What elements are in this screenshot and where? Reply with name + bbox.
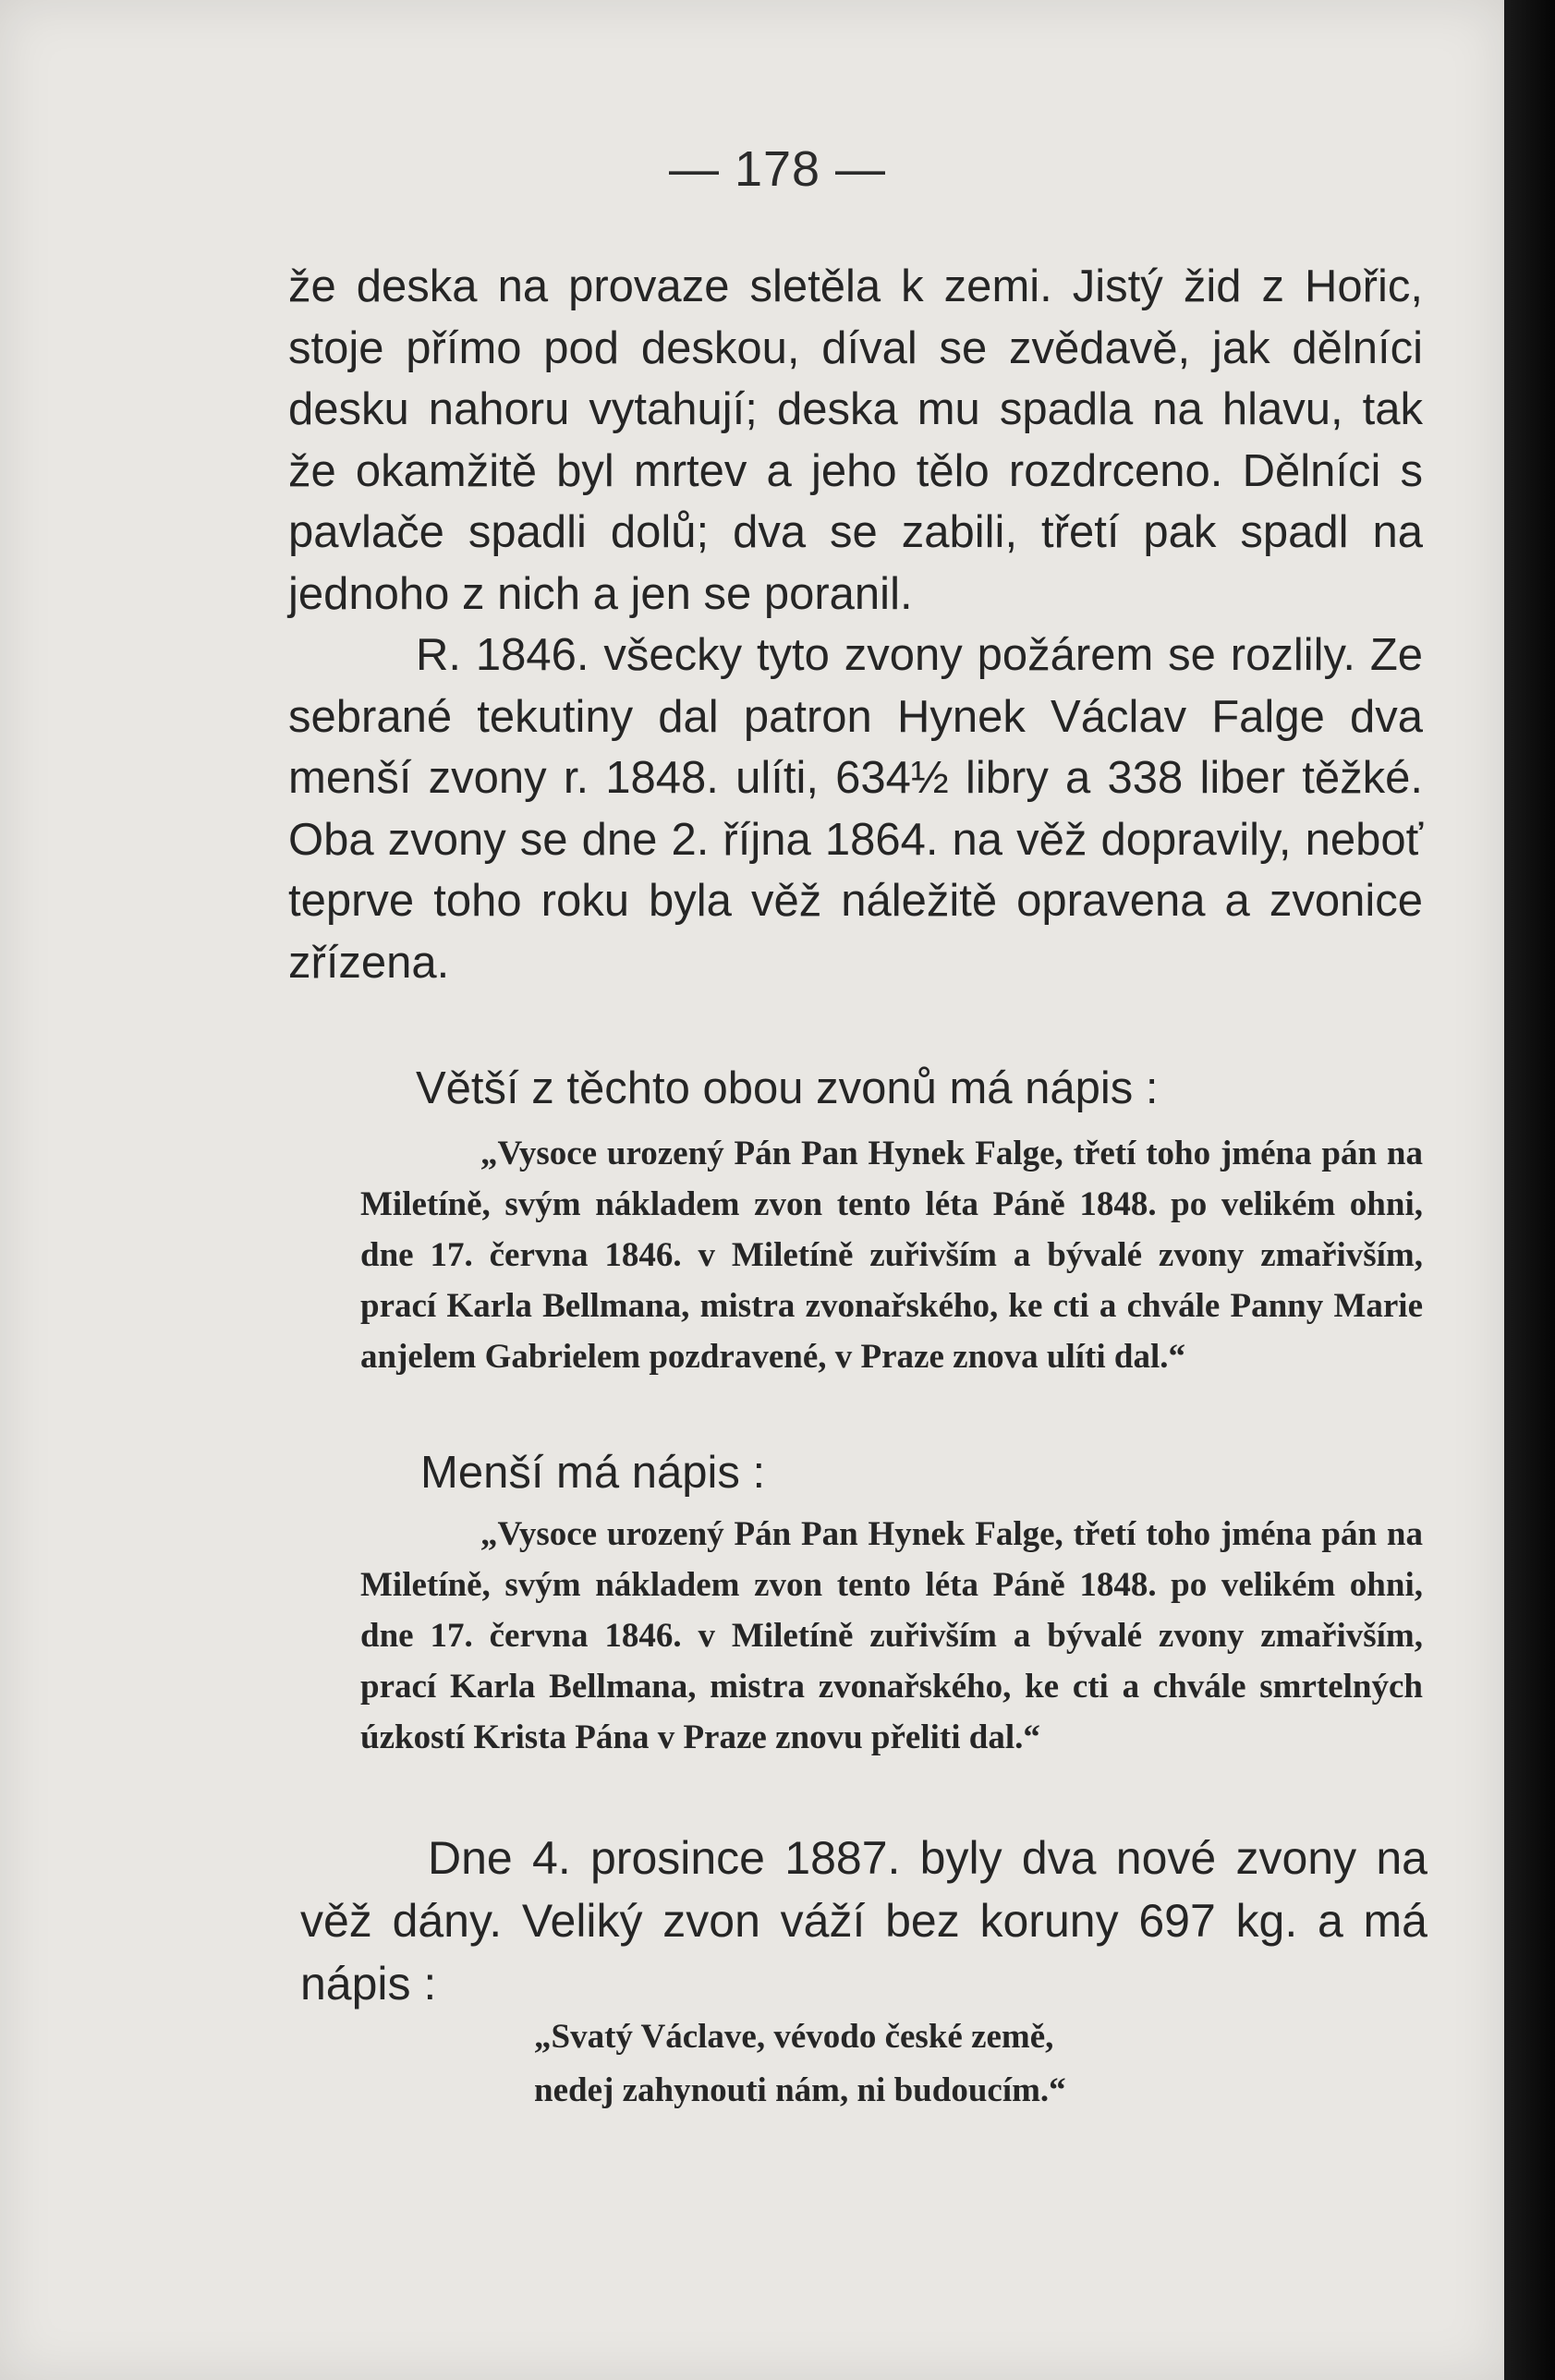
- paragraph-2: R. 1846. všecky tyto zvony požárem se rozlily. Ze sebrané tekutiny dal patron Hynek Václav Falge dva menší zvony r. 1848. ulíti, 634½ libry a 338 liber těžké. Oba zvony se dne 2. října 1864. na věž dopravily, neboť teprve toho roku byla věž náležitě opravena a zvonice zřízena.: [288, 630, 1423, 988]
- paragraph-1: že deska na provaze sletěla k zemi. Jistý žid z Hořic, stoje přímo pod deskou, díval se zvědavě, jak dělníci desku nahoru vytahují; deska mu spadla na hlavu, tak že okamžitě byl mrtev a jeho tělo rozdrceno. Dělníci s pavlače spadli dolů; dva se zabili, třetí pak spadl na jednoho z nich a jen se poranil.: [288, 261, 1423, 619]
- inscription-1-text: „Vysoce urozený Pán Pan Hynek Falge, třetí toho jména pán na Miletíně, svým nákladem zvon tento léta Páně 1848. po velikém ohni, dne 17. června 1846. v Miletíně zuřivším a bývalé zvony zmařivším, prací Karla Bellmana, mistra zvonařského, ke cti a chvále Panny Marie anjelem Gabrielem pozdravené, v Praze znova ulíti dal.“: [360, 1135, 1423, 1376]
- closing-paragraph: [300, 1827, 1427, 2015]
- inscription-bigger-bell: [360, 1128, 1423, 1382]
- motto-line-1: „Svatý Václave, vévodo české země,: [534, 2018, 1054, 2056]
- smaller-bell-label: Menší má nápis :: [420, 1448, 766, 1498]
- body-text: [288, 256, 1423, 993]
- closing-text: Dne 4. prosince 1887. byly dva nové zvony na věž dány. Veliký zvon váží bez koruny 697 kg. a má nápis :: [300, 1832, 1427, 2010]
- page-number: — 178 —: [668, 141, 887, 197]
- motto-line-2: nedej zahynouti nám, ni budoucím.“: [534, 2071, 1066, 2109]
- inscription-2-text: „Vysoce urozený Pán Pan Hynek Falge, třetí toho jména pán na Miletíně, svým nákladem zvon tento léta Páně 1848. po velikém ohni, dne 17. června 1846. v Miletíně zuřivším a bývalé zvony zmařivším, prací Karla Bellmana, mistra zvonařského, ke cti a chvále smrtelných úzkostí Krista Pána v Praze znovu přeliti dal.“: [360, 1515, 1423, 1756]
- inscription-smaller-bell: [360, 1509, 1423, 1763]
- bigger-bell-label: Větší z těchto obou zvonů má nápis :: [416, 1063, 1159, 1113]
- new-bell-inscription: [534, 2010, 1236, 2118]
- book-edge: [1504, 0, 1555, 2380]
